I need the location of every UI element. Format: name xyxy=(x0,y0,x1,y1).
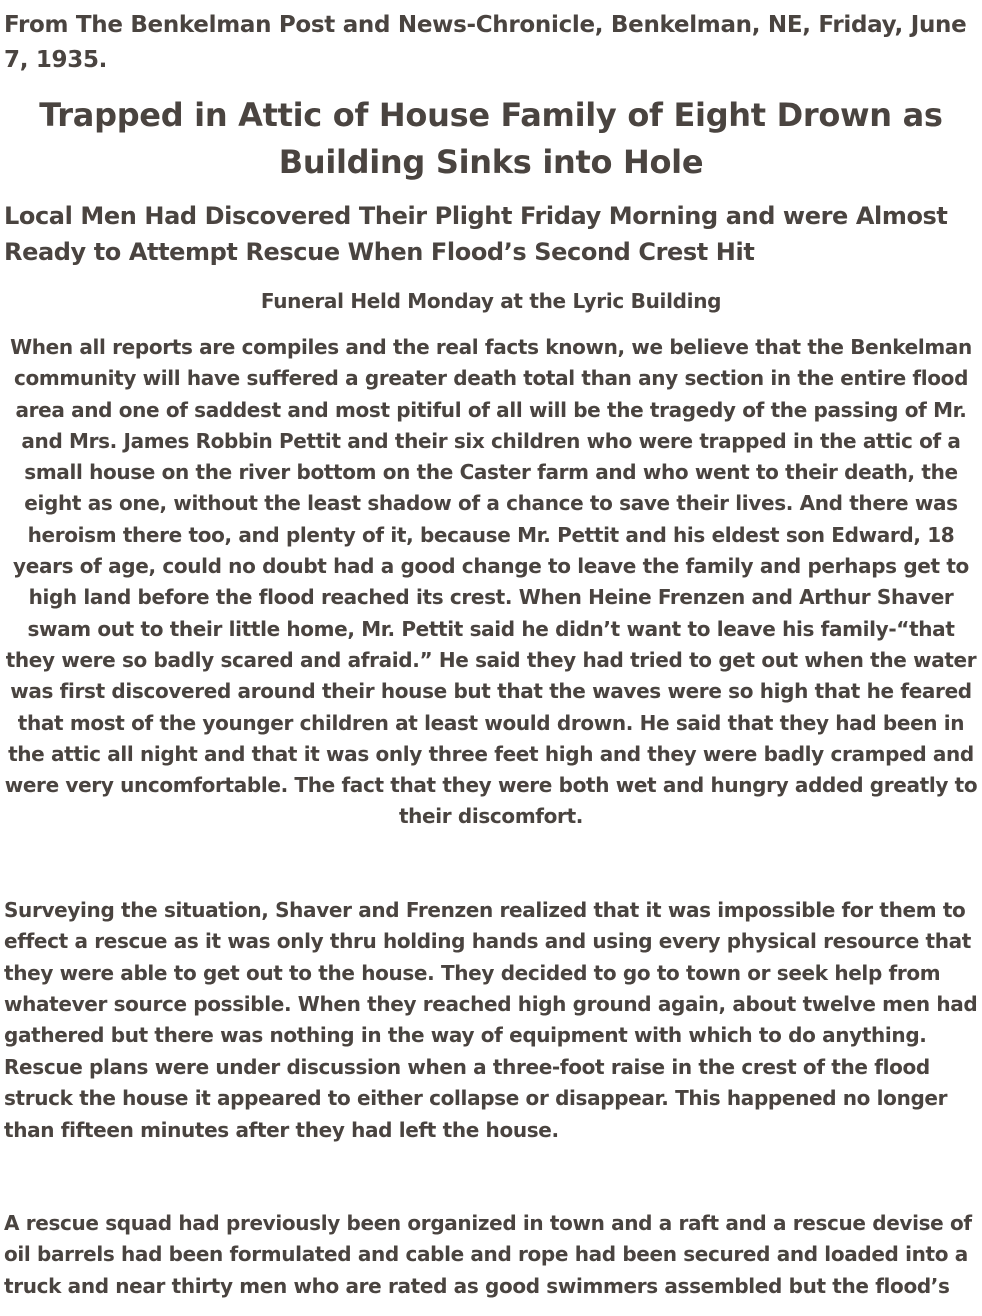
article-paragraph: Surveying the situation, Shaver and Frenzen realized that it was impossible for them to effect a rescue as it was only thru holding hands and using every physical resource that they were able to get out to the house. They decided to go to town or seek help from whatever source possible. When they reached high ground again, about twelve men had gathered but there was nothing in the way of equipment with which to do anything. Rescue plans were under discussion when a three-foot raise in the crest of the flood struck the house it appeared to either collapse or disappear. This happened no longer than fifteen minutes after they had left the house. xyxy=(4,897,978,1142)
source-citation: From The Benkelman Post and News-Chronicle, Benkelman, NE, Friday, June 7, 1935. xyxy=(4,12,967,73)
article-headline: Trapped in Attic of House Family of Eight Drown as Building Sinks into Hole xyxy=(39,96,943,181)
article-paragraph-lead: When all reports are compiles and the real facts known, we believe that the Benkelman community will have suffered a greater death total than any section in the entire flood area and one of saddest and most pitiful of all will be the tragedy of the passing of Mr. and Mrs. James Robbin Pettit and their six children who were trapped in the attic of a small house on the river bottom on the Caster farm and who went to their death, the eight as one, without the least shadow of a chance to save their lives. And there was heroism there too, and plenty of it, because Mr. Pettit and his eldest son Edward, 18 years of age, could no doubt had a good change to leave the family and perhaps get to high land before the flood reached its crest. When Heine Frenzen and Arthur Shaver swam out to their little home, Mr. Pettit said he didn’t want to leave his family-“that they were so badly scared and afraid.” He said they had tried to get out when the water was first discovered around their house but that the waves were so high that he feared that most of the younger children at least would drown. He said that they had been in the attic all night and that it was only three feet high and they were badly cramped and were very uncomfortable. The fact that they were both wet and hungry added greatly to their discomfort. xyxy=(4,335,978,829)
article-paragraph: A rescue squad had previously been organized in town and a raft and a rescue devise of oil barrels had been formulated and cable and rope had been secured and loaded into a truck and near thirty men who are rated as good swimmers assembled but the flood’s xyxy=(4,1211,972,1298)
article-subheadline: Local Men Had Discovered Their Plight Friday Morning and were Almost Ready to Attempt Rescue When Flood’s Second Crest Hit xyxy=(4,202,948,266)
article-deck: Funeral Held Monday at the Lyric Building xyxy=(260,289,722,313)
